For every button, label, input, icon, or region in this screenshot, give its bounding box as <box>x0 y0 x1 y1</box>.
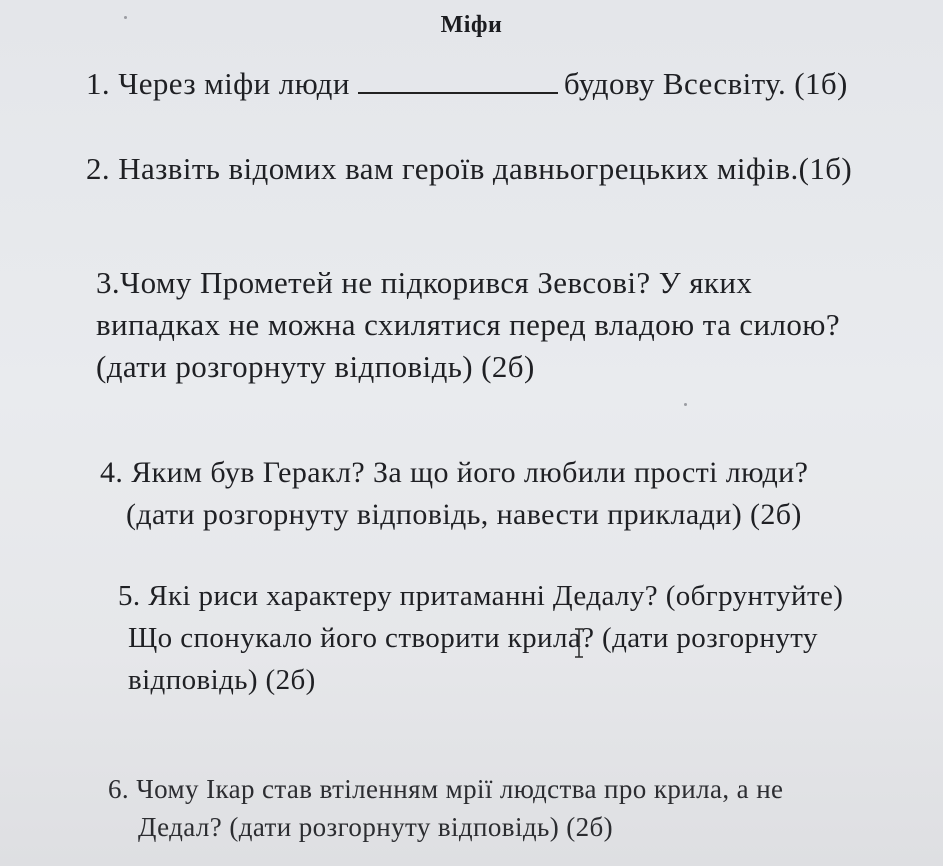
question-6-line-2: Дедал? (дати розгорнуту відповідь) (2б) <box>138 812 614 842</box>
question-3-line-2: випадках не можна схилятися перед владою та силою? <box>96 307 841 342</box>
paper-speck <box>124 16 127 19</box>
question-4-line-2: (дати розгорнуту відповідь, навести приклади) (2б) <box>126 498 802 531</box>
worksheet-title: Міфи <box>440 12 503 38</box>
question-3-line-1: 3.Чому Прометей не підкорився Зевсові? У яких <box>96 265 753 300</box>
paper-speck <box>684 403 687 406</box>
question-2-line-1: 2. Назвіть відомих вам героїв давньогрецьких міфів.(1б) <box>86 151 853 186</box>
question-1-text-end: будову Всесвіту. (1б) <box>563 66 848 101</box>
question-5 <box>118 575 843 701</box>
question-2 <box>86 148 852 190</box>
question-5-line-3: відповідь) (2б) <box>128 664 316 696</box>
question-5-line-1: 5. Які риси характеру притаманні Дедалу? (обгрунтуйте) <box>118 580 844 612</box>
question-4 <box>100 452 808 536</box>
answer-blank-line <box>358 62 558 94</box>
question-1-text-start: 1. Через міфи люди <box>86 66 350 101</box>
question-6-line-1: 6. Чому Ікар став втіленням мрії людства про крила, а не <box>108 774 784 804</box>
text-cursor-icon <box>574 628 584 658</box>
question-6 <box>108 770 783 846</box>
question-1 <box>86 62 848 105</box>
question-4-line-1: 4. Яким був Геракл? За що його любили прості люди? <box>100 456 809 489</box>
question-3 <box>96 262 840 388</box>
question-5-line-2: Що спонукало його створити крила? (дати розгорнуту <box>128 622 818 654</box>
question-3-line-3: (дати розгорнуту відповідь) (2б) <box>96 349 535 384</box>
